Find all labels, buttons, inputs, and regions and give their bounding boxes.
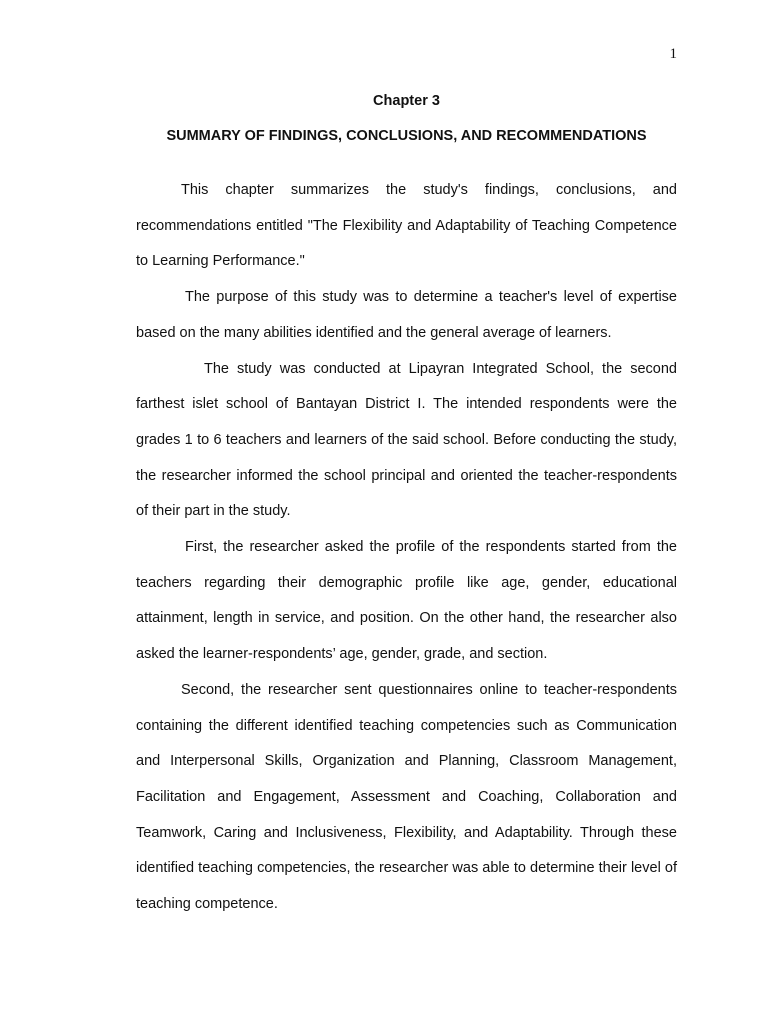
page-number: 1 (669, 46, 677, 62)
paragraph-study-setting: The study was conducted at Lipayran Integrated School, the second farthest islet school of Bantayan District I. The intended respondents were the grades 1 to 6 teachers and learners of the said school. Before conducting the study, the researcher informed the school principal and oriented the teacher-respondents of their part in the study. (136, 360, 677, 520)
chapter-title: Chapter 3 (373, 93, 440, 109)
document-body (136, 173, 677, 923)
paragraph-second-step: Second, the researcher sent questionnaires online to teacher-respondents containing the different identified teaching competencies such as Communication and Interpersonal Skills, Organization and Planning, Classroom Management, Facilitation and Engagement, Assessment and Coaching, Collaboration and Teamwork, Caring and Inclusiveness, Flexibility, and Adaptability. Through these identified teaching competencies, the researcher was able to determine their level of teaching competence. (136, 681, 677, 913)
paragraph-purpose: The purpose of this study was to determine a teacher's level of expertise based on the many abilities identified and the general average of learners. (136, 289, 677, 341)
section-heading: SUMMARY OF FINDINGS, CONCLUSIONS, AND RECOMMENDATIONS (166, 128, 647, 144)
paragraph-first-step: First, the researcher asked the profile of the respondents started from the teachers regarding their demographic profile like age, gender, educational attainment, length in service, and position. On the other hand, the researcher also asked the learner-respondents’ age, gender, grade, and section. (136, 539, 677, 663)
paragraph-intro: This chapter summarizes the study's findings, conclusions, and recommendations entitled "The Flexibility and Adaptability of Teaching Competence to Learning Performance." (136, 182, 677, 270)
